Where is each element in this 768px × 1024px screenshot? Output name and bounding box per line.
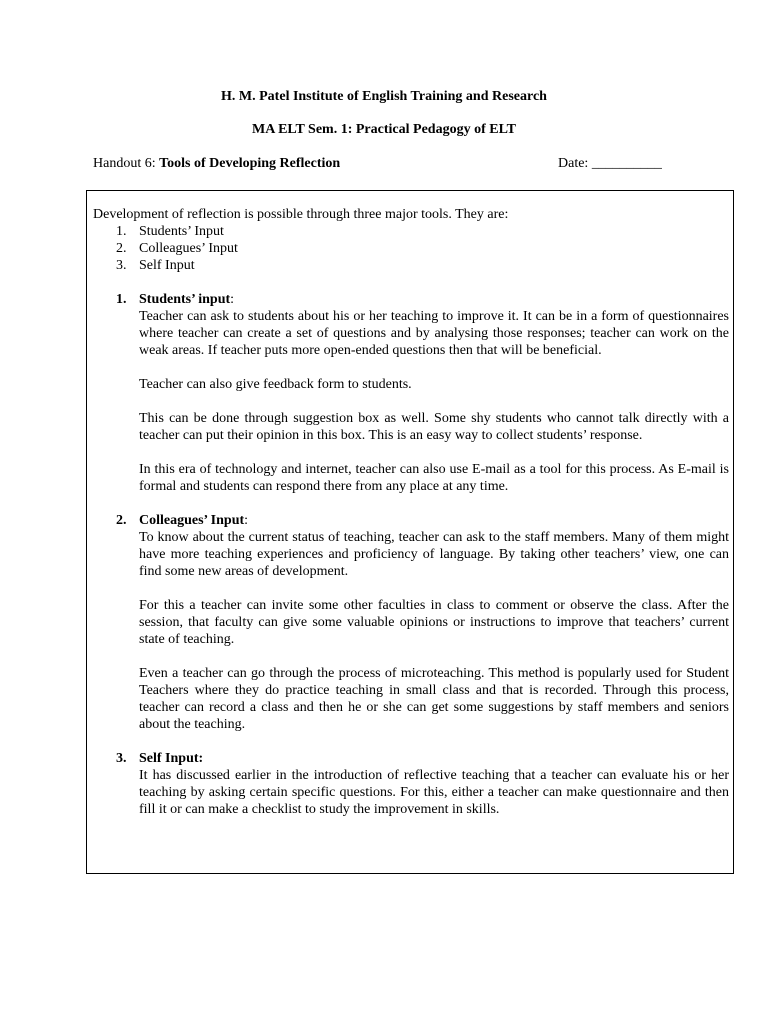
paragraph: In this era of technology and internet, teacher can also use E-mail as a tool for this process. As E-mail is formal and students can respond there from any place at any time. [139, 462, 729, 494]
list-item [93, 223, 729, 240]
section-self-input [93, 750, 729, 818]
section-number: 1. [116, 292, 127, 307]
section-number: 3. [116, 751, 127, 766]
section-number: 2. [116, 513, 127, 528]
list-number: 1. [116, 224, 127, 239]
handout-prefix: Handout 6: [93, 156, 160, 171]
list-label: Students’ Input [139, 224, 224, 239]
paragraph: For this a teacher can invite some other faculties in class to comment or observe the class. After the session, that faculty can give some valuable opinions or instructions to improve that teachers’ current state of teaching. [139, 598, 729, 647]
handout-title: Tools of Developing Reflection [159, 156, 341, 171]
list-label: Self Input [139, 258, 195, 273]
paragraph: To know about the current status of teaching, teacher can ask to the staff members. Many of them might have more teaching experiences and proficiency of language. By taking other teachers’ view, one can find some new areas of development. [139, 530, 729, 579]
handout-line [93, 155, 693, 172]
section-colleagues-input [93, 512, 729, 733]
paragraph: This can be done through suggestion box as well. Some shy students who cannot talk directly with a teacher can put their opinion in this box. This is an easy way to collect students’ response. [139, 411, 729, 443]
list-number: 3. [116, 258, 127, 273]
list-number: 2. [116, 241, 127, 256]
date-field: Date: __________ [558, 156, 662, 171]
section-title: Colleagues’ Input [139, 513, 245, 528]
paragraph: Even a teacher can go through the process of microteaching. This method is popularly used for Student Teachers where they do practice teaching in small class and that is recorded. Through this process, teacher can record a class and then he or she can get some suggestions by staff members and seniors about the teaching. [139, 666, 729, 732]
paragraph: Teacher can also give feedback form to students. [139, 377, 412, 392]
paragraph: Teacher can ask to students about his or her teaching to improve it. It can be in a form of questionnaires where teacher can create a set of questions and by analysing those responses; teacher can work on the weak areas. If teacher puts more open-ended questions then that will be beneficial. [139, 309, 729, 358]
section-students-input [93, 291, 729, 495]
content [93, 206, 729, 818]
course-title: MA ELT Sem. 1: Practical Pedagogy of ELT [252, 122, 516, 137]
section-title: Students’ input [139, 292, 231, 307]
section-title: Self Input: [139, 751, 204, 766]
section-colon: : [244, 513, 249, 528]
section-colon: : [230, 292, 235, 307]
institute-title: H. M. Patel Institute of English Training and Research [221, 89, 547, 104]
list-item [93, 240, 729, 257]
list-item [93, 257, 729, 274]
intro-text: Development of reflection is possible through three major tools. They are: [93, 207, 509, 222]
list-label: Colleagues’ Input [139, 241, 238, 256]
tools-list [93, 223, 729, 274]
paragraph: It has discussed earlier in the introduction of reflective teaching that a teacher can evaluate his or her teaching by asking certain specific questions. For this, either a teacher can make questionnaire and then fill it or can make a checklist to study the improvement in skills. [139, 768, 729, 817]
